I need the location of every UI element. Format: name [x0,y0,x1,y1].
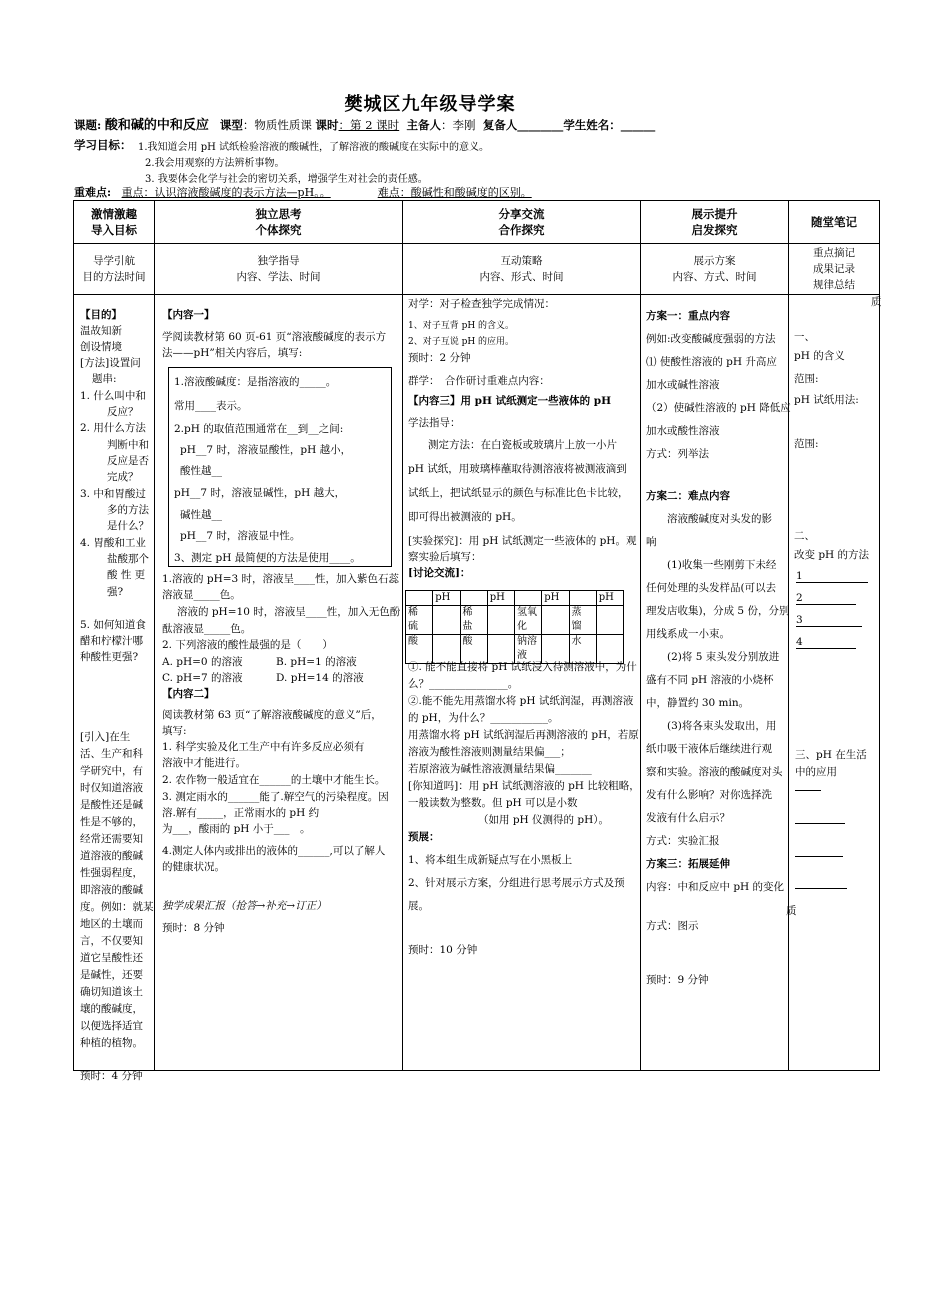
col4-line: 例如:改变酸碱度强弱的方法 [646,333,776,345]
col2-line: 填写: [162,725,187,737]
answer-line [795,888,847,889]
col2-line: 2.pH 的取值范围通常在__到__之间: [174,423,344,435]
col3-line: 预时：2 分钟 [408,352,471,364]
col5-line: 三、pH 在生活 [795,749,867,761]
col1-line: 题串: [92,373,117,385]
col5-line: 4 [796,636,856,649]
col1-line: 酸 性 更 [107,569,146,581]
col3-line: 预时：10 分钟 [408,944,478,956]
ph-cell: pH [433,591,460,606]
col1-line: 是酸性还是碱 [80,799,143,811]
col1-line: 言，不仅要知 [80,935,143,947]
col1-line: 以便选择适宜 [80,1020,143,1032]
col5-line: pH 的含义 [794,350,845,362]
col1-line: 性强弱程度， [80,867,143,879]
col5-line: 中的应用 [795,766,837,778]
key-points-label: 重难点: [74,186,112,199]
col1-line: 活、生产和科 [80,748,143,760]
col2-line: 3、测定 pH 最简便的方法是使用____。 [174,552,361,564]
student-field: 学生姓名：______ [563,118,656,132]
body-col-5 [789,295,880,1071]
col4-line: 纸巾吸干液体后继续进行观 [646,743,772,755]
col5-line: 质 [786,905,797,917]
col5-line: 二、 [794,530,815,542]
col3-line: 展。 [408,900,429,912]
col2-line: 法——pH”相关内容后，填写: [162,347,303,359]
lesson-header [74,114,655,133]
col3-line: 么？_______________。 [408,678,519,690]
col4-line: 中，静置约 30 min。 [646,697,750,709]
objective-3: 3. 我要体会化学与社会的密切关系，增强学生对社会的责任感。 [145,174,428,185]
ph-cell [460,591,487,606]
col3-line: [实验探究]：用 pH 试纸测定一些液体的 pH。观 [408,535,637,547]
col5-line: 一、 [794,331,815,343]
ph-results-table [405,590,624,664]
col3-line: [你知道吗]：用 pH 试纸测溶液的 pH 比较粗略， [408,780,640,792]
col1-line: 即溶液的酸碱 [80,884,143,896]
col3-line: 用蒸馏水将 pH 试纸润湿后再测溶液的 pH，若原 [408,729,639,741]
col5-line: 3 [796,614,862,627]
header-col-3: 分享交流 合作探究 [403,201,641,244]
col1-line: 种酸性更强? [80,651,139,663]
col2-line: 溶.解有_____，正常雨水的 pH 约 [162,807,320,819]
col3-line: 若原溶液为碱性溶液测量结果偏_______ [408,763,592,775]
ph-cell: 水 [569,635,596,664]
col2-line: pH__7 时，溶液显酸性，pH 越小， [180,444,352,456]
ph-cell [596,606,623,635]
col4-line: 加水或酸性溶液 [646,425,720,437]
col1-line: 是什么？ [107,520,149,532]
lesson-label: 课时 [315,118,339,132]
col1-line: 【目的】 [80,309,122,321]
col2-line: 预时：8 分钟 [162,922,225,934]
answer-line [795,790,821,791]
type-value: ：物质性质课 [242,118,312,132]
col1-line: [方法]设置问 [80,357,141,369]
col1-line: 2. 用什么方法 [80,422,146,434]
col4-line: 方式：列举法 [646,448,709,460]
col2-line: 溶液中才能进行。 [162,757,246,769]
col4-line: 察和实验。溶液的酸碱度对头 [646,766,783,778]
col1-line: 创设情境 [80,341,122,353]
type-label: 课型 [219,118,243,132]
col4-line: (1)收集一些刚剪下未经 [667,559,777,571]
col2-line: 为___，酸雨的 pH 小于___ 。 [162,823,311,835]
col2-line: pH__7 时，溶液显中性。 [180,530,301,542]
col3-line: 1、将本组生成新疑点写在小黑板上 [408,854,573,866]
objectives-label: 学习目标： [74,138,132,152]
col1-line: 是碱性，还要 [80,969,143,981]
col1-line: 壤的酸碱度， [80,1003,143,1015]
ph-cell: 钠溶液 [515,635,542,664]
col2-line: 的健康状况。 [162,861,225,873]
col5-line: pH 试纸用法: [794,394,859,406]
page-title: 樊城区九年级导学案 [344,94,516,115]
key-point: 重点：认识溶液酸碱度的表示方法—pH。。 [121,186,331,199]
col3-line: ①. 能不能直接将 pH 试纸浸入待测溶液中，为什 [408,661,637,673]
col1-line: [引入]在生 [80,731,131,743]
col2-line: 1.溶液酸碱度：是指溶液的_____。 [174,376,337,388]
col5-line: 质 [871,296,882,308]
col4-line: 方式：实验汇报 [646,835,720,847]
col3-line: 2、对子互说 pH 的应用。 [408,337,515,347]
topic-value: 酸和碱的中和反应 [104,118,209,133]
ph-cell [569,591,596,606]
col3-line: 对学：对子检查独学完成情况： [408,298,555,310]
col2-line: 1. 科学实验及化工生产中有许多反应必须有 [162,741,365,753]
col3-line: 一般读数为整数。但 pH 可以是小数 [408,797,578,809]
subheader-col-5: 重点摘记 成果记录 规律总结 [789,244,880,295]
col2-line: C. pH=7 的溶液 [162,672,243,684]
col1-line: 判断中和 [107,439,149,451]
col4-line: 用线系成一小束。 [646,628,730,640]
col4-line: 溶液酸碱度对头发的影 [667,513,772,525]
col4-line: 内容：中和反应中 pH 的变化 [646,881,785,893]
col4-line: 理发店收集)，分成 5 份，分别 [646,605,790,617]
header-col-4: 展示提升 启发探究 [641,201,789,244]
col2-line: 2. 农作物一般适宜在______的土壤中才能生长。 [162,774,386,786]
col2-line: 学阅读教材第 60 页-61 页“溶液酸碱度的表示方 [162,331,387,343]
answer-line [795,856,843,857]
ph-cell [433,606,460,635]
col2-line: 阅读教材第 63 页“了解溶液酸碱度的意义”后， [162,709,382,721]
ph-cell: 稀 硫 [406,606,433,635]
ph-cell: pH [596,591,623,606]
col3-line: 2、针对展示方案，分组进行思考展示方式及预 [408,877,625,889]
answer-line [795,823,845,824]
col3-line: 预展： [408,831,440,843]
col4-line: (2)将 5 束头发分别放进 [667,651,780,663]
col2-line: 碱性越__ [180,509,222,521]
subheader-col-2: 独学指导 内容、学法、时间 [155,244,403,295]
col1-line: 温故知新 [80,325,122,337]
subheader-col-3: 互动策略 内容、形式、时间 [403,244,641,295]
col2-line: 酞溶液显_____色。 [162,623,252,635]
col4-line: 方式：图示 [646,920,699,932]
col1-line: 性是不够的， [80,816,143,828]
col4-line: 发有什么影响？对你选择洗 [646,789,772,801]
col1-line: 学研究中，有 [80,765,143,777]
col1-line: 预时：4 分钟 [80,1070,143,1082]
col3-line: 即可得出被测液的 pH。 [408,511,522,523]
col2-line: 1.溶液的 pH=3 时，溶液呈____性，加入紫色石蕊 [162,573,400,585]
col1-line: 强? [107,586,124,598]
author-value: ：李刚 [441,118,476,132]
ph-cell [487,606,514,635]
col2-line: 2. 下列溶液的酸性最强的是（ ） [162,639,333,651]
objective-2: 2.我会用观察的方法辨析事物。 [145,158,285,169]
col1-line: 度。例如：就某 [80,901,154,913]
col5-line: 1 [796,570,868,583]
col4-line: 响 [646,536,657,548]
col2-line: 常用____表示。 [174,400,248,412]
col3-line: 1、对子互背 pH 的含义。 [408,321,515,331]
col1-line: 3. 中和胃酸过 [80,488,146,500]
col3-line: 测定方法：在白瓷板或玻璃片上放一小片 [428,439,617,451]
ph-cell: 酸 [406,635,433,664]
col1-line: 经常还需要知 [80,833,143,845]
col4-line: 任何处理的头发样品(可以去 [646,582,777,594]
col1-line: 地区的土壤而 [80,918,143,930]
lesson-value: ：第 2 课时 [338,118,400,132]
col1-line: 1. 什么叫中和 [80,390,146,402]
col1-line: 盐酸那个 [107,553,149,565]
col4-line: 盛有不同 pH 溶液的小烧杯 [646,674,774,686]
col1-line: 4. 胃酸和工业 [80,537,146,549]
key-points [74,184,532,200]
ph-cell: pH [487,591,514,606]
col5-line: 2 [796,592,856,605]
col2-line: A. pH=0 的溶液 [162,656,243,668]
col2-line: 独学成果汇报（抢答→补充→订正） [162,900,327,912]
ph-cell: 蒸 馏 [569,606,596,635]
col1-line: 反应？ [107,406,139,418]
col3-line: 溶液为酸性溶液则测量结果偏___； [408,746,571,758]
col3-line: 试纸上，把试纸显示的颜色与标准比色卡比较， [408,487,629,499]
col2-line: B. pH=1 的溶液 [276,656,357,668]
col3-line: ②.能不能先用蒸馏水将 pH 试纸润湿，再测溶液 [408,695,634,707]
col4-line: 方案二：难点内容 [646,490,730,502]
col1-line: 反应是否 [107,455,149,467]
col4-line: 方案一：重点内容 [646,310,730,322]
col4-line: 预时：9 分钟 [646,974,709,986]
subheader-col-4: 展示方案 内容、方式、时间 [641,244,789,295]
col2-line: 【内容二】 [162,688,215,700]
col3-line: 察实验后填写： [408,551,482,563]
col4-line: 方案三：拓展延伸 [646,858,730,870]
col1-line: 时仅知道溶液 [80,782,143,794]
col1-line: 确切知道该土 [80,986,143,998]
reviewer-field: 复备人________ [482,118,564,132]
col1-line: 多的方法 [107,504,149,516]
col2-line: 4.测定人体内或排出的液体的______,可以了解人 [162,845,386,857]
col1-line: 完成？ [107,471,139,483]
header-col-5: 随堂笔记 [789,201,880,244]
ph-cell: pH [542,591,569,606]
objective-1: 1.我知道会用 pH 试纸检验溶液的酸碱性，了解溶液的酸碱度在实际中的意义。 [138,142,490,153]
ph-cell: 稀 盐 [460,606,487,635]
col4-line: （2）使碱性溶液的 pH 降低应 [646,402,791,414]
col3-line: 学法指导： [408,417,461,429]
col1-line: 道溶液的酸碱 [80,850,143,862]
col1-line: 种植的植物。 [80,1037,143,1049]
col2-line: 溶液的 pH=10 时，溶液呈____性，加入无色酚 [177,606,401,618]
col4-line: ⑴ 使酸性溶液的 pH 升高应 [646,356,777,368]
col1-line: 道它呈酸性还 [80,952,143,964]
col3-line: （如用 pH 仪测得的 pH）。 [478,814,610,826]
ph-cell [406,591,433,606]
col3-line: 【内容三】用 pH 试纸测定一些液体的 pH [408,395,611,407]
col1-line: 5. 如何知道食 [80,619,146,631]
col2-line: pH__7 时，溶液显碱性，pH 越大， [174,487,346,499]
author-label: 主备人 [406,118,441,132]
topic-label: 课题: [74,118,102,132]
subheader-col-1: 导学引航 目的方法时间 [74,244,155,295]
col3-line: [讨论交流]： [408,567,471,579]
col2-line: D. pH=14 的溶液 [276,672,364,684]
header-col-1: 激情激趣 导入目标 [74,201,155,244]
header-col-2: 独立思考 个体探究 [155,201,403,244]
col1-line: 醋和柠檬汁哪 [80,635,143,647]
col5-line: 改变 pH 的方法 [794,549,870,561]
ph-cell: 氢氧化 [515,606,542,635]
col4-line: 发液有什么启示？ [646,812,730,824]
col2-line: 酸性越__ [180,465,222,477]
col2-line: 【内容一】 [162,309,215,321]
col5-line: 范围: [794,438,819,450]
col4-line: 加水或碱性溶液 [646,379,720,391]
col2-line: 溶液显_____色。 [162,589,241,601]
col3-line: pH 试纸，用玻璃棒蘸取待测溶液将被测液滴到 [408,463,627,475]
hard-point: 难点：酸碱性和酸碱度的区别。 [377,186,532,199]
ph-cell: 酸 [460,635,487,664]
col3-line: 的 pH，为什么？___________。 [408,712,559,724]
col2-line: 3. 测定雨水的______能了.解空气的污染程度。因 [162,791,389,803]
col4-line: (3)将各束头发取出，用 [667,720,777,732]
col3-line: 群学： 合作研讨重难点内容： [408,375,550,387]
col5-line: 范围: [794,373,819,385]
ph-cell [515,591,542,606]
ph-cell [542,606,569,635]
